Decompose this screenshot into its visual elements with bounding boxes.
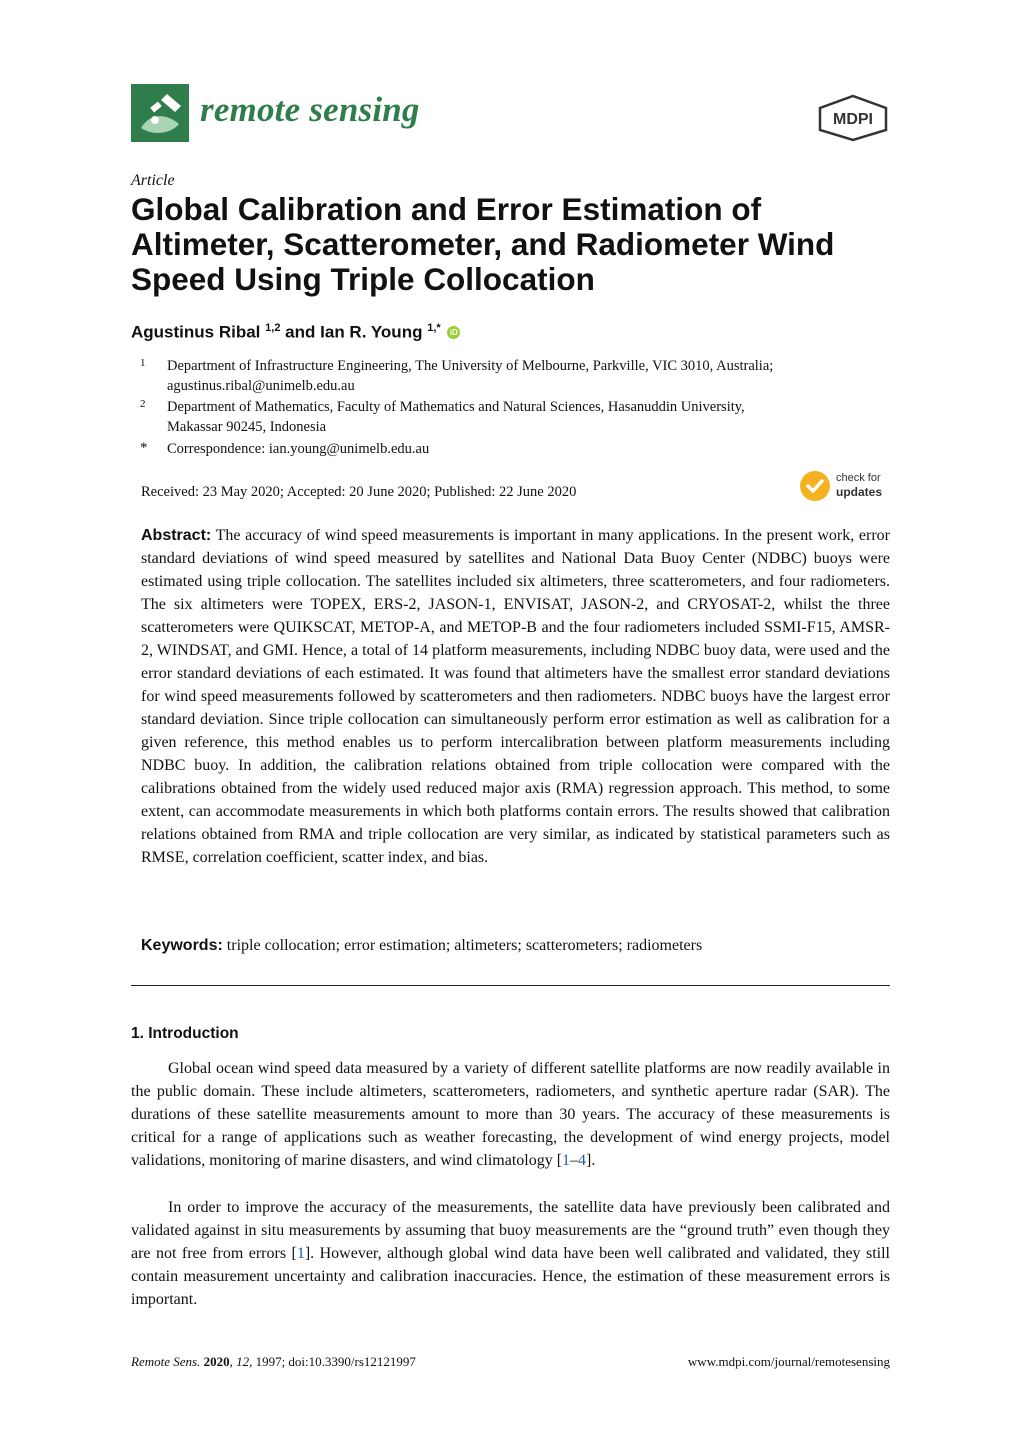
paragraph [131, 1196, 890, 1311]
author-affiliation-mark: 1,* [427, 322, 441, 334]
affiliation-email-link[interactable]: agustinus.ribal@unimelb.edu.au [167, 378, 355, 394]
paragraph-text: ]. However, although global wind data have been well calibrated and validated, they still contain measurement uncertainty and calibration inaccuracies. Hence, the estimation of these measurement errors is important. [131, 1245, 891, 1308]
affiliation-line: Department of Infrastructure Engineering, The University of Melbourne, Parkville, VIC 3010, Australia; [167, 358, 774, 374]
paragraph-text: Global ocean wind speed data measured by a variety of different satellite platforms are now readily available in the public domain. These include altimeters, scatterometers, radiometers, and synthetic aperture radar (SAR). The durations of these satellite measurements amount to more than 30 years. The accuracy of these measurements is critical for a range of applications such as weather forecasting, the development of wind energy projects, model validations, monitoring of marine disasters, and wind climatology [ [131, 1060, 890, 1169]
updates-badge-line2: updates [836, 485, 883, 499]
publication-dates: Received: 23 May 2020; Accepted: 20 June 2020; Published: 22 June 2020 [141, 484, 577, 500]
citation-link[interactable]: 4 [578, 1152, 587, 1169]
footer-journal-url[interactable]: www.mdpi.com/journal/remotesensing [687, 1354, 890, 1369]
footer-doi[interactable]: , 1997; doi:10.3390/rs12121997 [249, 1354, 416, 1369]
footer-journal-abbrev: Remote Sens. [131, 1354, 201, 1369]
author-affiliation-mark: 1,2 [265, 322, 281, 334]
author-list [131, 322, 460, 343]
footer-volume: 12 [236, 1354, 250, 1369]
mdpi-logo-icon [818, 94, 888, 142]
keywords-text: triple collocation; error estimation; altimeters; scatterometers; radiometers [226, 937, 703, 954]
mdpi-logo-text: MDPI [833, 111, 873, 128]
keywords [141, 937, 890, 955]
author-conjunction: and [285, 322, 316, 342]
abstract-text: The accuracy of wind speed measurements is important in many applications. In the present work, error standard deviations of wind speed measured by satellites and National Data Buoy Center (NDBC) buoys were estimated using triple collocation. The satellites included six altimeters, three scatterometers, and four radiometers. The six altimeters were TOPEX, ERS-2, JASON-1, ENVISAT, JASON-2, and CRYOSAT-2, whilst the three scatterometers were QUIKSCAT, METOP-A, and METOP-B and the four radiometers included SSMI-F15, AMSR-2, WINDSAT, and GMI. Hence, a total of 14 platform measurements, including NDBC buoy data, were used and the error standard deviations of each estimated. It was found that altimeters have the smallest error standard deviations for wind speed measurements followed by scatterometers and then radiometers. NDBC buoys have the largest error standard deviation. Since triple collocation can simultaneously perform error estimation as well as calibration for a given reference, this method enables us to perform intercalibration between platform measurements including NDBC buoy. In addition, the calibration relations obtained from triple collocation were compared with the calibrations obtained from the widely used reduced major axis (RMA) regression approach. This method, to some extent, can accommodate measurements in which both platforms contain errors. The results showed that calibration relations obtained from RMA and triple collocation are very similar, as indicated by statistical parameters such as RMSE, correlation coefficient, scatter index, and bias. [141, 527, 890, 866]
citation-dash: – [570, 1152, 579, 1169]
updates-badge-line1: check for [836, 472, 881, 484]
orcid-icon[interactable]: iD [447, 326, 460, 339]
section-heading: 1. Introduction [131, 1025, 239, 1042]
correspondence-line[interactable]: Correspondence: ian.young@unimelb.edu.au [167, 441, 430, 457]
paragraph-text: ]. [586, 1152, 596, 1169]
journal-name: remote sensing [200, 90, 420, 129]
check-for-updates-button[interactable] [800, 469, 892, 503]
check-circle-icon [800, 471, 830, 501]
affiliation-line: Department of Mathematics, Faculty of Mathematics and Natural Sciences, Hasanuddin University, [167, 399, 745, 415]
paragraph [131, 1057, 890, 1172]
journal-logo-icon [131, 84, 189, 142]
footer-citation [131, 1354, 416, 1370]
section-divider [131, 985, 890, 986]
citation-link[interactable]: 1 [562, 1152, 571, 1169]
affiliation-mark: 1 [140, 357, 146, 369]
footer-year: 2020 [203, 1354, 230, 1369]
correspondence-mark: * [140, 440, 148, 456]
keywords-label: Keywords: [141, 937, 223, 954]
abstract-label: Abstract: [141, 527, 212, 544]
paragraph-text: In order to improve the accuracy of the measurements, the satellite data have previously been calibrated and validated against in situ measurements by assuming that buoy measurements are the “ground truth” even though they are not free from errors [ [131, 1199, 890, 1262]
footer-separator: , [229, 1354, 237, 1369]
citation-link[interactable]: 1 [296, 1245, 305, 1262]
article-type: Article [131, 172, 175, 189]
affiliation-mark: 2 [140, 398, 146, 410]
abstract [141, 524, 890, 869]
author-name[interactable]: Agustinus Ribal [131, 322, 261, 342]
affiliation-line: Makassar 90245, Indonesia [167, 419, 327, 435]
author-name[interactable]: Ian R. Young [320, 322, 423, 342]
article-title: Global Calibration and Error Estimation of Altimeter, Scatterometer, and Radiometer Wind Speed Using Triple Collocation [131, 191, 835, 297]
